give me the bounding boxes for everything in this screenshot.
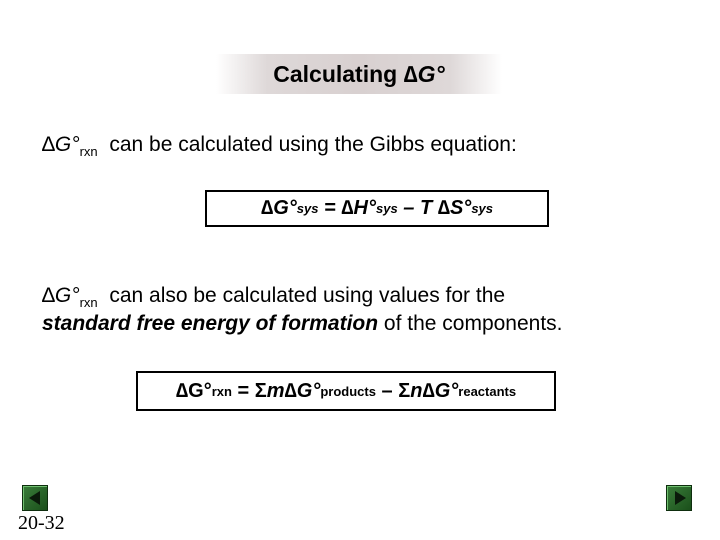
eq2-sub1: rxn [211,383,232,399]
third-line [42,312,563,336]
eq2-minus: – [375,379,399,402]
eq2-m: m [266,379,285,402]
eq1-h: H° [353,197,376,219]
title-g: G° [417,60,445,87]
prev-arrow-icon [29,491,40,505]
eq1-sub3: sys [471,201,494,216]
title-band [216,54,502,94]
second-text: can also be calculated using values for the [109,284,506,307]
eq2-delta1: ∆ [175,379,189,402]
eq1-delta1: ∆ [260,197,274,219]
title-delta: ∆ [403,60,418,87]
eq1-sub2: sys [376,201,398,216]
next-slide-button[interactable] [666,485,692,511]
second-g: G° [54,284,80,307]
eq2-sub3: reactants [458,383,517,399]
third-text: of the components. [378,312,563,335]
eq1-g: G° [273,197,297,219]
eq2-delta3: ∆ [422,379,435,402]
eq1-equals: = [318,197,342,219]
page-number: 20-32 [18,512,65,534]
intro-text: can be calculated using the Gibbs equation: [109,133,517,156]
eq2-sub2: products [320,383,376,399]
eq1-delta3: ∆ [437,197,450,219]
eq1-sub1: sys [296,201,319,216]
second-delta: ∆ [42,284,55,307]
intro-delta: ∆ [42,133,55,156]
eq2-g3: G° [434,379,459,402]
title-prefix: Calculating [273,60,404,87]
intro-g: G° [54,133,80,156]
eq2-g2: G° [296,379,321,402]
eq2-equals: = [231,379,255,402]
eq2-g1: G° [188,379,212,402]
previous-slide-button[interactable] [22,485,48,511]
eq1-delta2: ∆ [341,197,354,219]
intro-line [42,133,517,159]
second-line [42,284,505,310]
eq2-delta2: ∆ [284,379,297,402]
eq2-sigma2: Σ [398,379,411,402]
gibbs-equation-box [205,190,549,227]
intro-sub: rxn [79,144,98,159]
slide-title [273,61,445,88]
next-arrow-icon [675,491,686,505]
second-sub: rxn [79,295,98,310]
eq2-n: n [410,379,423,402]
eq2-sigma1: Σ [254,379,267,402]
formation-equation-box [136,371,556,411]
emphasized-term: standard free energy of formation [42,312,379,335]
eq1-s: S° [449,197,472,219]
eq1-minus-t: – T [397,197,438,219]
